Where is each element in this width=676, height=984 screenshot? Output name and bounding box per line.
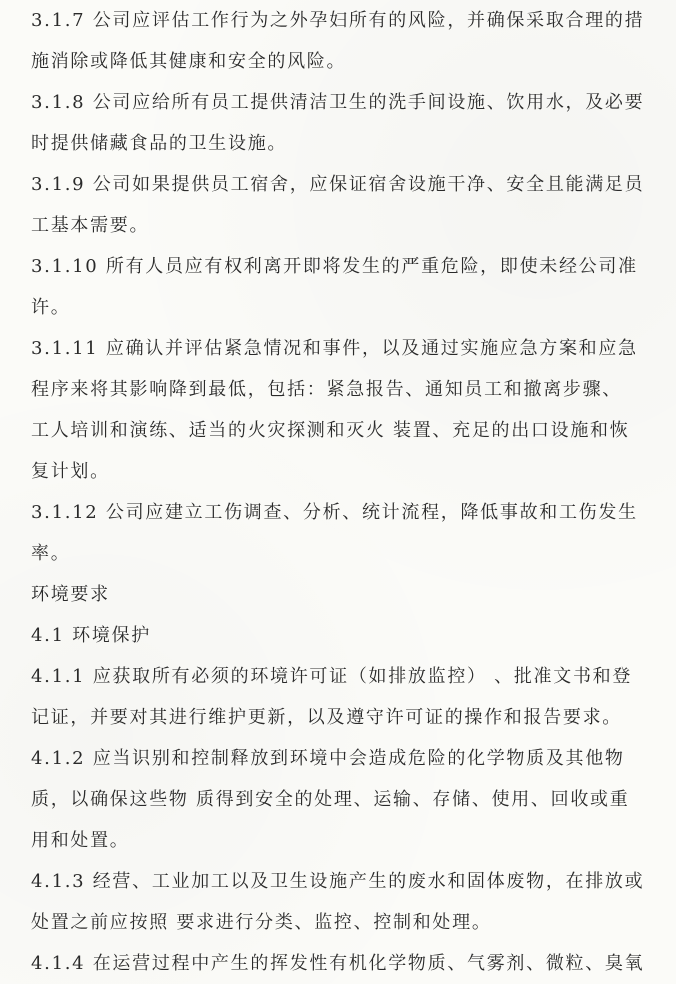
text-line-3-1-7-cont: 施消除或降低其健康和安全的风险。 <box>31 51 347 72</box>
text-line-3-1-10-cont: 许。 <box>31 297 71 318</box>
text-line-3-1-9: 3.1.9 公司如果提供员工宿舍，应保证宿舍设施干净、安全且能满足员 <box>31 174 645 195</box>
text-line-4-1-1-cont: 记证，并要对其进行维护更新，以及遵守许可证的操作和报告要求。 <box>31 707 622 728</box>
text-line-3-1-10: 3.1.10 所有人员应有权利离开即将发生的严重危险，即使未经公司准 <box>31 256 638 277</box>
text-line-3-1-9-cont: 工基本需要。 <box>31 215 150 236</box>
text-line-3-1-8: 3.1.8 公司应给所有员工提供清洁卫生的洗手间设施、饮用水，及必要 <box>31 92 645 113</box>
text-line-4-1-2: 4.1.2 应当识别和控制释放到环境中会造成危险的化学物质及其他物 <box>31 748 625 769</box>
text-line-3-1-11-cont-2: 工人培训和演练、适当的火灾探测和灭火 装置、充足的出口设施和恢 <box>31 420 630 441</box>
text-line-3-1-11: 3.1.11 应确认并评估紧急情况和事件，以及通过实施应急方案和应急 <box>31 338 638 359</box>
text-line-3-1-8-cont: 时提供储藏食品的卫生设施。 <box>31 133 288 154</box>
text-line-4-1-1: 4.1.1 应获取所有必须的环境许可证（如排放监控） 、批准文书和登 <box>31 666 633 687</box>
text-line-3-1-7: 3.1.7 公司应评估工作行为之外孕妇所有的风险，并确保采取合理的措 <box>31 10 645 31</box>
text-line-4-1-4: 4.1.4 在运营过程中产生的挥发性有机化学物质、气雾剂、微粒、臭氧 <box>31 953 645 974</box>
section-heading-environment: 环境要求 <box>31 584 110 605</box>
text-line-4-1-3: 4.1.3 经营、工业加工以及卫生设施产生的废水和固体废物，在排放或 <box>31 871 645 892</box>
text-line-4-1-2-cont-2: 用和处置。 <box>31 830 130 851</box>
text-line-3-1-12-cont: 率。 <box>31 543 71 564</box>
text-line-4-1-3-cont: 处置之前应按照 要求进行分类、监控、控制和处理。 <box>31 912 492 933</box>
subsection-heading-4-1: 4.1 环境保护 <box>31 625 151 646</box>
text-line-4-1-2-cont-1: 质，以确保这些物 质得到安全的处理、运输、存储、使用、回收或重 <box>31 789 630 810</box>
text-line-3-1-11-cont-1: 程序来将其影响降到最低，包括：紧急报告、通知员工和撤离步骤、 <box>31 379 622 400</box>
text-line-3-1-11-cont-3: 复计划。 <box>31 461 110 482</box>
text-line-3-1-12: 3.1.12 公司应建立工伤调查、分析、统计流程，降低事故和工伤发生 <box>31 502 638 523</box>
